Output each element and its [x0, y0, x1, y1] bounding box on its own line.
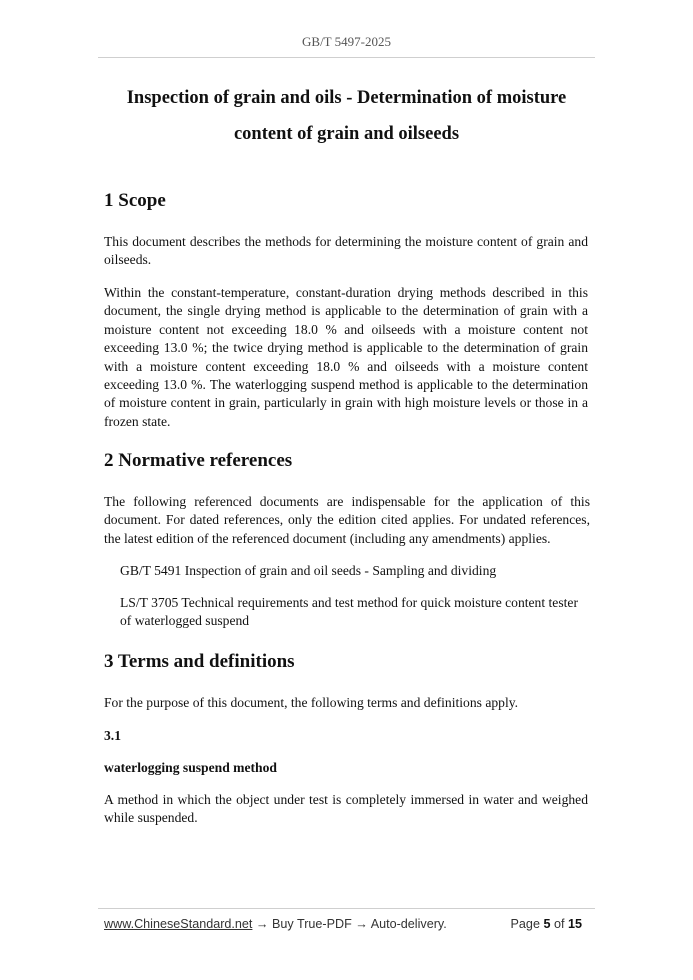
reference-item: LS/T 3705 Technical requirements and test method for quick moisture content tester of waterlogged suspend — [120, 595, 578, 629]
scope-paragraph-1: This document describes the methods for determining the moisture content of grain and oilseeds. — [104, 234, 588, 268]
document-title-line-1: Inspection of grain and oils - Determination of moisture — [126, 88, 567, 108]
normative-paragraph: The following referenced documents are indispensable for the application of this document. For dated references, only the edition cited applies. For undated references, the latest edition of the referenced document (including any amendments) applies. — [104, 494, 590, 546]
term-name: waterlogging suspend method — [104, 760, 277, 775]
page-indicator — [511, 917, 582, 931]
page-header-code: GB/T 5497-2025 — [302, 34, 391, 49]
section-heading-terms-definitions: 3 Terms and definitions — [104, 651, 295, 672]
page-label: Page — [510, 917, 540, 931]
section-heading-scope: 1 Scope — [104, 190, 166, 211]
page-current: 5 — [543, 917, 551, 931]
document-title — [90, 80, 603, 152]
document-title-line-2: content of grain and oilseeds — [233, 124, 460, 144]
page-total: 15 — [567, 917, 582, 931]
footer-promo — [104, 917, 447, 931]
footer-tagline: → Buy True-PDF → Auto-delivery. — [252, 917, 447, 931]
site-link[interactable]: www.ChineseStandard.net — [104, 917, 253, 931]
footer-divider — [98, 908, 595, 909]
terms-intro-paragraph: For the purpose of this document, the following terms and definitions apply. — [104, 695, 519, 710]
term-number: 3.1 — [104, 728, 121, 743]
header-divider — [98, 57, 595, 58]
page-of-label: of — [553, 917, 565, 931]
reference-item: GB/T 5491 Inspection of grain and oil seeds - Sampling and dividing — [120, 563, 497, 578]
term-definition: A method in which the object under test is completely immersed in water and weighed while suspended. — [104, 792, 588, 826]
section-heading-normative-references: 2 Normative references — [104, 450, 293, 471]
scope-paragraph-2: Within the constant-temperature, constant-duration drying methods described in this document, the single drying method is applicable to the determination of grain with a moisture content not exceeding 18.0 % and oilseeds with a moisture content not exceeding 13.0 %; the twice drying method is applicable to the determination of grain with a moisture content exceeding 18.0 % and oilseeds with a moisture content exceeding 13.0 %. The waterlogging suspend method is applicable to the determination of moisture content in grain, particularly in grain with high moisture levels or those in a frozen state. — [104, 285, 588, 429]
